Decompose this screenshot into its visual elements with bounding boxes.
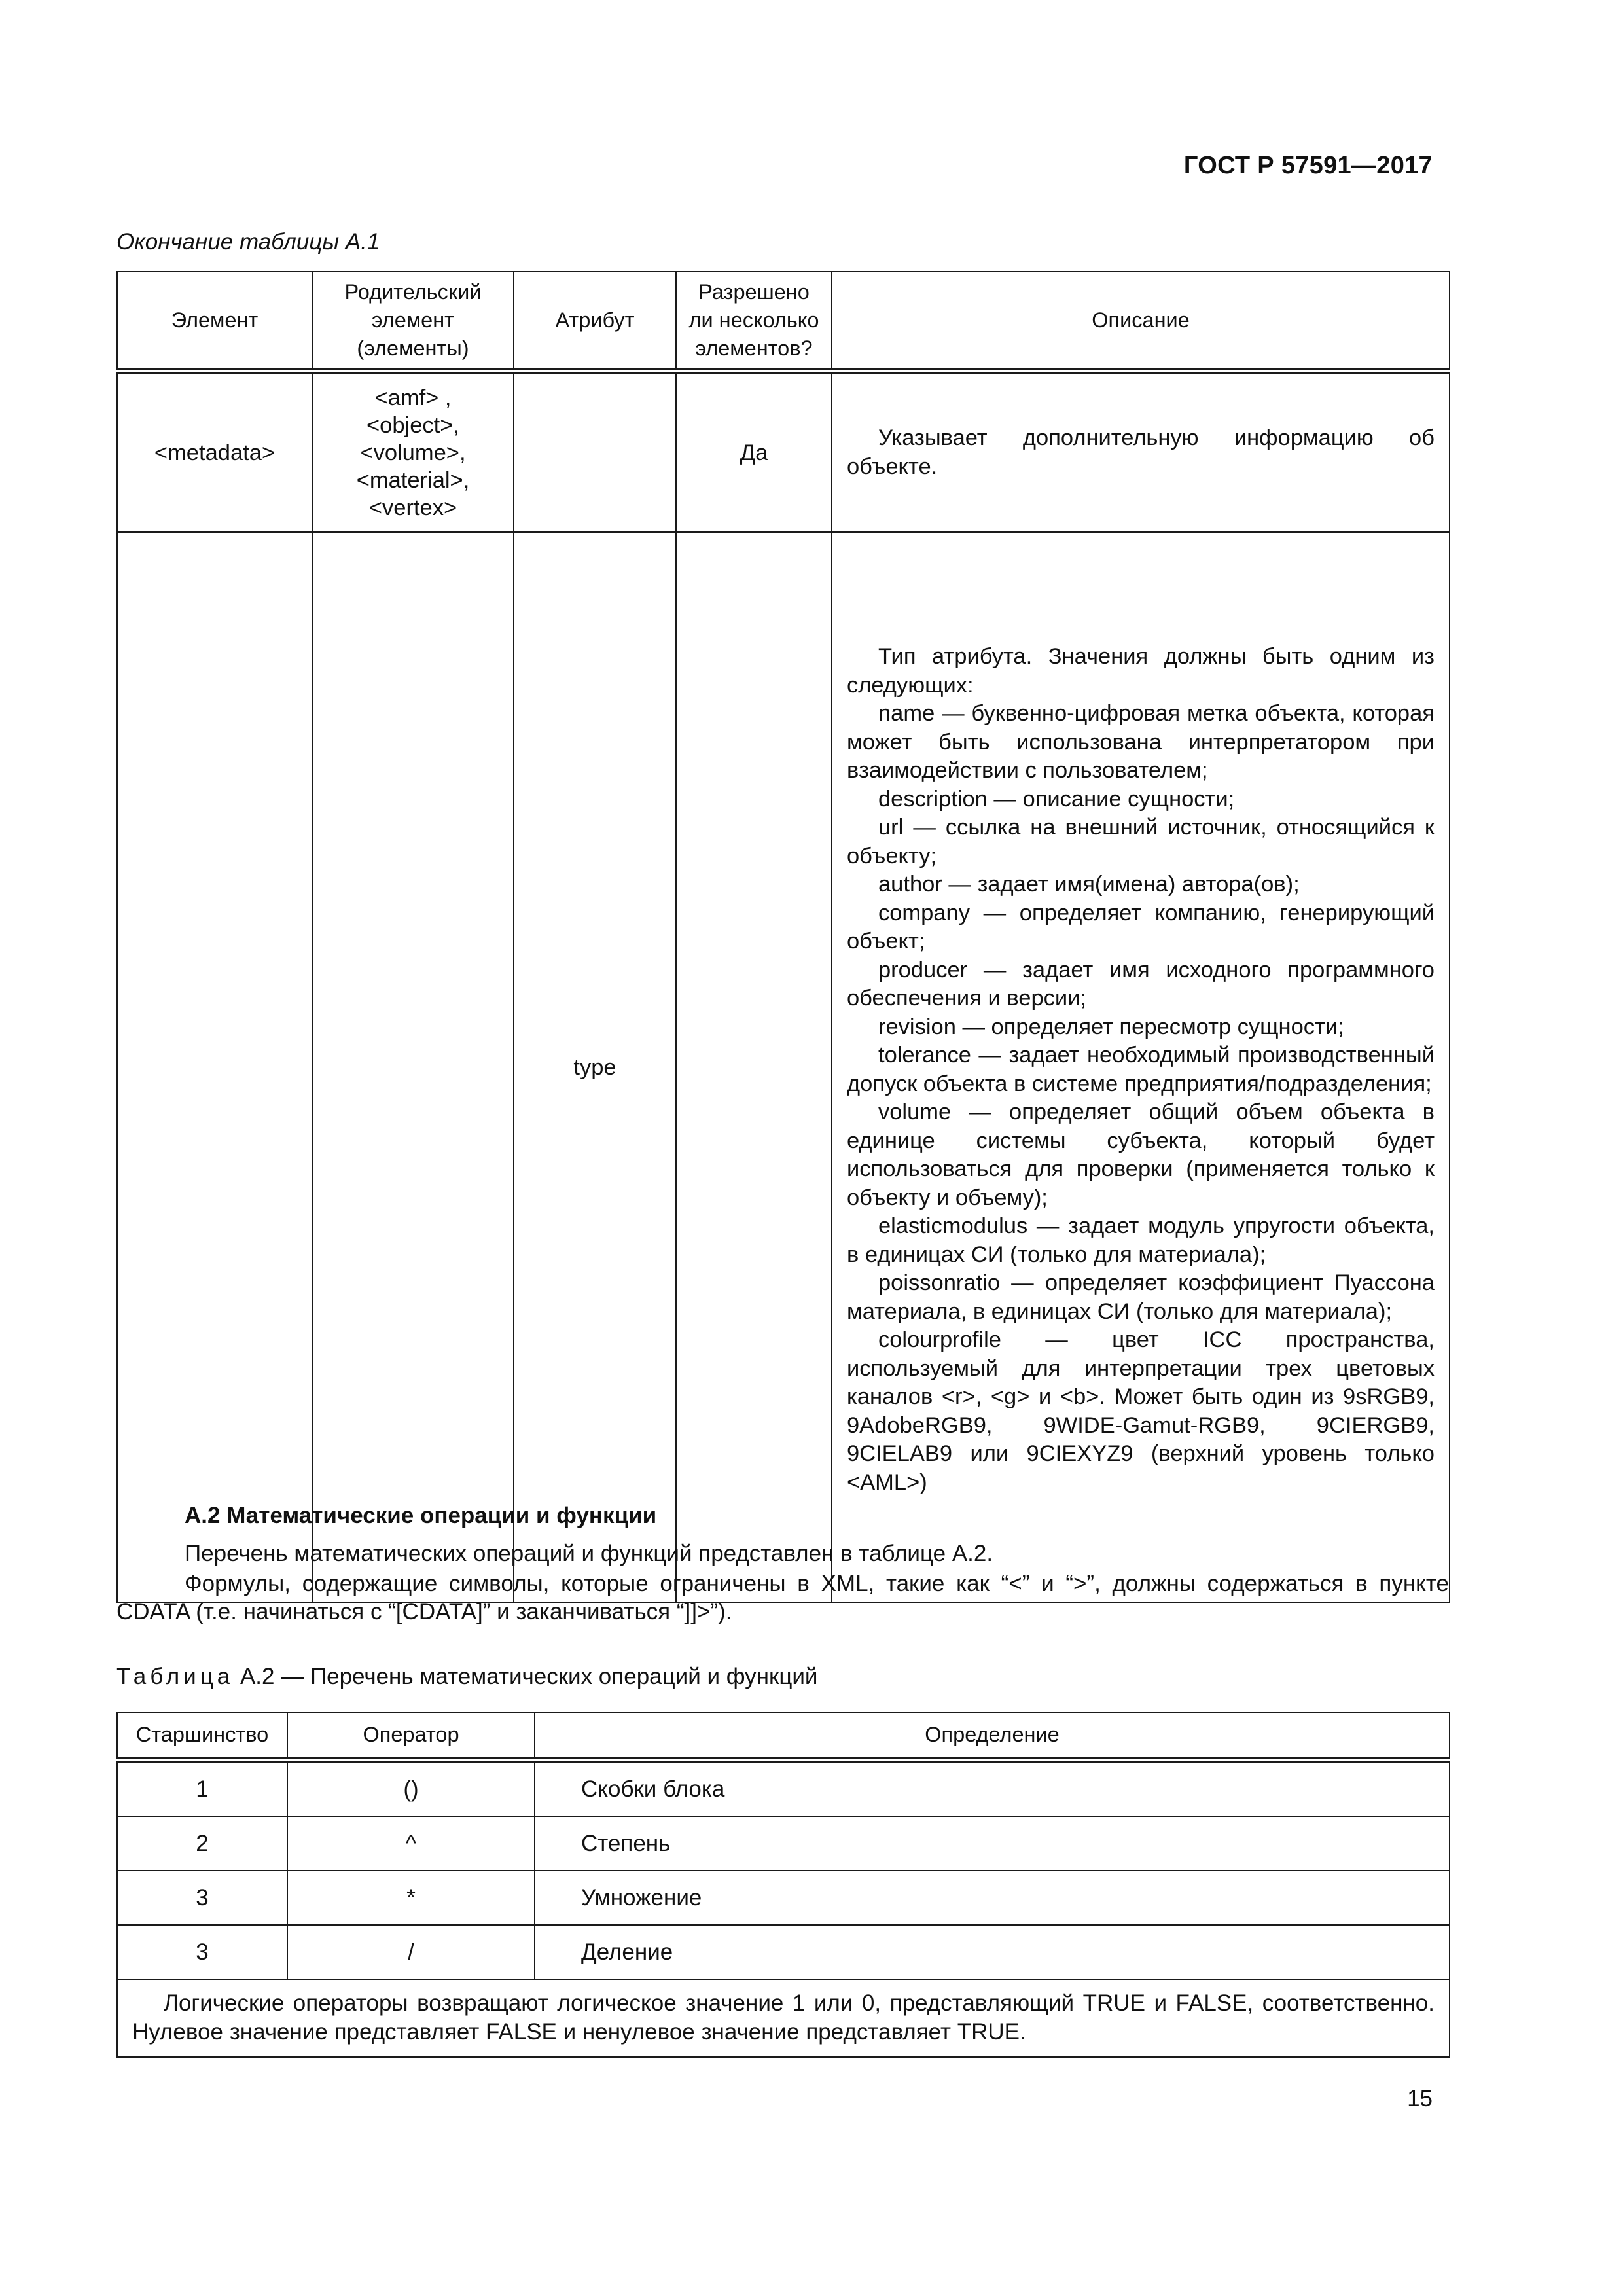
paragraph: Перечень математических операций и функций представлен в таблице А.2.: [185, 1541, 993, 1566]
table1-header-row: [117, 272, 1450, 371]
th-multiple: Разрешено ли несколько элементов?: [676, 272, 832, 371]
cell-precedence: 2: [117, 1816, 287, 1871]
cell-definition: Степень: [535, 1816, 1450, 1871]
cell-definition: Скобки блока: [535, 1760, 1450, 1817]
th-element: Элемент: [117, 272, 312, 371]
table2-note: Логические операторы возвращают логическое значение 1 или 0, представляющий TRUE и FALSE, соответственно. Нулевое значение представляет FALSE и ненулевое значение представляет TRUE.: [117, 1979, 1450, 2057]
table-row: [117, 532, 1450, 1602]
table2-note-row: [117, 1979, 1450, 2057]
cell-parent-empty: [312, 532, 514, 1602]
cell-operator: (): [287, 1760, 535, 1817]
cell-multiple: Да: [676, 371, 832, 533]
cell-description: Указывает дополнительную информацию об объекте.: [832, 371, 1450, 533]
table-a2: [116, 1712, 1450, 2058]
cell-multiple-empty: [676, 532, 832, 1602]
table-row: [117, 371, 1450, 533]
table1-caption: Окончание таблицы А.1: [116, 229, 380, 255]
table2-caption-label: Таблица: [116, 1664, 234, 1689]
section-title: А.2 Математические операции и функции: [185, 1503, 657, 1528]
table-row: [117, 1871, 1450, 1925]
th-description: Описание: [832, 272, 1450, 371]
cell-element: <metadata>: [117, 371, 312, 533]
cell-attribute: type: [514, 532, 676, 1602]
th-parent: Родительский элемент (элементы): [312, 272, 514, 371]
paragraph: Формулы, содержащие символы, которые ограничены в XML, такие как “<” и “>”, должны содержаться в пункте CDATA (т.е. начинаться с “[CDATA]” и заканчиваться “]]>”).: [116, 1571, 1449, 1624]
table2-header-row: [117, 1712, 1450, 1760]
cell-parent: <amf> , <object>, <volume>, <material>, <vertex>: [312, 371, 514, 533]
cell-precedence: 1: [117, 1760, 287, 1817]
table2-caption: [116, 1664, 817, 1690]
table-row: [117, 1760, 1450, 1817]
th-attribute: Атрибут: [514, 272, 676, 371]
table-row: [117, 1816, 1450, 1871]
cell-attribute: [514, 371, 676, 533]
th-operator: Оператор: [287, 1712, 535, 1760]
table-a1-continuation: [116, 271, 1450, 1603]
cell-operator: /: [287, 1925, 535, 1979]
cell-element-empty: [117, 532, 312, 1602]
cell-definition: Умножение: [535, 1871, 1450, 1925]
table2-caption-text: А.2 — Перечень математических операций и функций: [234, 1664, 818, 1689]
document-header: ГОСТ Р 57591—2017: [1183, 152, 1433, 179]
cell-definition: Деление: [535, 1925, 1450, 1979]
table-row: [117, 1925, 1450, 1979]
cell-operator: ^: [287, 1816, 535, 1871]
page-number: 15: [1407, 2086, 1433, 2111]
cell-precedence: 3: [117, 1925, 287, 1979]
cell-description: Тип атрибута. Значения должны быть одним из следующих: name — буквенно-цифровая метка объекта, которая может быть использована интерпретатором при взаимодействии с пользователем; description — описание сущности; url — ссылка на внешний источник, относящийся к объекту; author — задает имя(имена) автора(ов); company — определяет компанию, генерирующий объект; producer — задает имя исходного программного обеспечения и версии; revision — определяет пересмотр сущности; tolerance — задает необходимый производственный допуск объекта в системе предприятия/подразделения; volume — определяет общий объем объекта в единице системы субъекта, который будет использоваться для проверки (применяется только к объекту и объему); elasticmodulus — задает модуль упругости объекта, в единицах СИ (только для материала); poissonratio — определяет коэффициент Пуассона материала, в единицах СИ (только для материала); colourprofile — цвет ICC пространства, используемый для интерпретации трех цветовых каналов <r>, <g> и <b>. Может быть один из 9sRGB9, 9AdobeRGB9, 9WIDE-Gamut-RGB9, 9CIERGB9, 9CIELAB9 или 9CIEXYZ9 (верхний уровень только <AML>): [832, 532, 1450, 1602]
th-definition: Определение: [535, 1712, 1450, 1760]
cell-precedence: 3: [117, 1871, 287, 1925]
th-precedence: Старшинство: [117, 1712, 287, 1760]
cell-operator: *: [287, 1871, 535, 1925]
